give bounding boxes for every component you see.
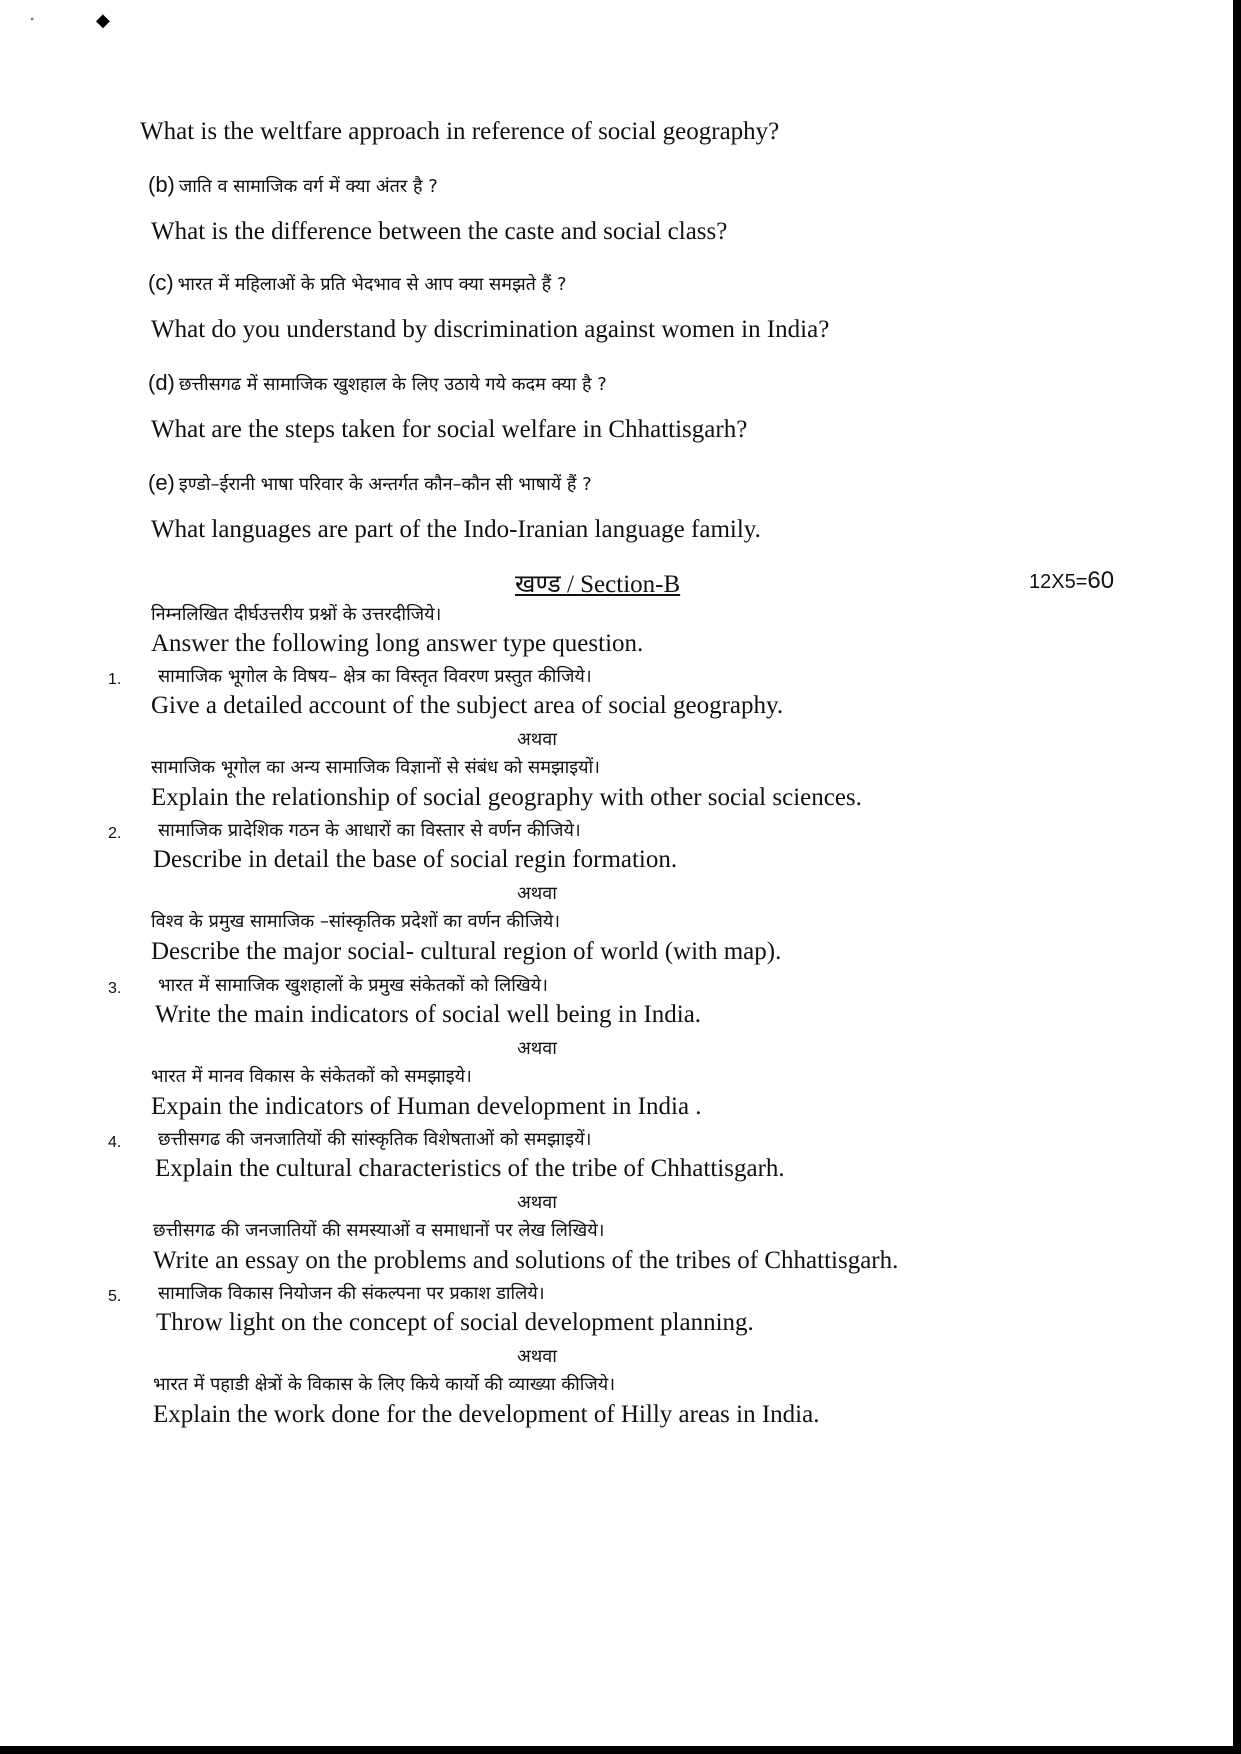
section-b-heading: खण्ड / Section-B xyxy=(515,571,681,598)
alternative-question-english: Describe the major social- cultural region of world (with map). xyxy=(151,938,782,965)
question-hindi: सामाजिक भूगोल के विषय– क्षेत्र का विस्तृत विवरण प्रस्तुत कीजिये। xyxy=(158,666,592,687)
alternative-question-english: Explain the work done for the development of Hilly areas in India. xyxy=(153,1401,820,1428)
question-number: 5. xyxy=(108,1288,122,1305)
question-b-hindi: जाति व सामाजिक वर्ग में क्या अंतर है ? xyxy=(178,176,438,197)
alternative-question-english: Expain the indicators of Human development in India . xyxy=(151,1093,702,1120)
section-b-instruction-english: Answer the following long answer type question. xyxy=(151,630,644,657)
question-d-label: (d) xyxy=(148,370,175,395)
question-english: Explain the cultural characteristics of the tribe of Chhattisgarh. xyxy=(155,1155,785,1182)
question-b-english: What is the difference between the caste and social class? xyxy=(151,218,728,245)
question-e-label: (e) xyxy=(148,470,175,495)
question-hindi: सामाजिक प्रादेशिक गठन के आधारों का विस्तार से वर्णन कीजिये। xyxy=(158,820,581,841)
question-c-label: (c) xyxy=(148,270,174,295)
alternative-question-english: Write an essay on the problems and solutions of the tribes of Chhattisgarh. xyxy=(153,1247,899,1274)
marks-total: 60 xyxy=(1087,567,1115,594)
question-b-hindi-row xyxy=(148,172,438,198)
question-number: 2. xyxy=(108,825,122,842)
alternative-question-english: Explain the relationship of social geography with other social sciences. xyxy=(151,784,862,811)
or-separator: अथवा xyxy=(517,883,557,904)
section-b-marks xyxy=(1029,567,1114,595)
or-separator: अथवा xyxy=(517,1346,557,1367)
section-b-instruction-hindi: निम्नलिखित दीर्घउत्तरीय प्रश्नों के उत्तरदीजिये। xyxy=(151,604,442,625)
alternative-question-hindi: छत्तीसगढ की जनजातियों की समस्याओं व समाधानों पर लेख लिखिये। xyxy=(153,1220,605,1241)
question-c-english: What do you understand by discrimination against women in India? xyxy=(151,316,830,343)
scan-speck: • xyxy=(30,12,35,26)
question-number: 4. xyxy=(108,1134,122,1151)
alternative-question-hindi: सामाजिक भूगोल का अन्य सामाजिक विज्ञानों से संबंध को समझाइयों। xyxy=(151,757,600,778)
question-e-english: What languages are part of the Indo-Iranian language family. xyxy=(151,516,761,543)
question-hindi: सामाजिक विकास नियोजन की संकल्पना पर प्रकाश डालिये। xyxy=(158,1283,545,1304)
marks-prefix: 12X5= xyxy=(1029,571,1088,593)
question-d-hindi: छत्तीसगढ में सामाजिक खुशहाल के लिए उठाये गये कदम क्या है ? xyxy=(178,374,607,395)
question-b-label: (b) xyxy=(148,172,175,197)
question-english: Write the main indicators of social well being in India. xyxy=(155,1001,702,1028)
question-number: 1. xyxy=(108,671,122,688)
question-english: Describe in detail the base of social regin formation. xyxy=(153,846,678,873)
question-c-hindi: भारत में महिलाओं के प्रति भेदभाव से आप क्या समझते हैं ? xyxy=(177,274,567,295)
question-hindi: भारत में सामाजिक खुशहालों के प्रमुख संकेतकों को लिखिये। xyxy=(158,975,548,996)
or-separator: अथवा xyxy=(517,1192,557,1213)
question-english: Throw light on the concept of social development planning. xyxy=(156,1309,754,1336)
question-hindi: छत्तीसगढ की जनजातियों की सांस्कृतिक विशेषताओं को समझाइयें। xyxy=(158,1129,592,1150)
question-number: 3. xyxy=(108,980,122,997)
alternative-question-hindi: भारत में पहाडी क्षेत्रों के विकास के लिए किये कार्यो की व्याख्या कीजिये। xyxy=(153,1374,616,1395)
question-a-english: What is the weltfare approach in reference of social geography? xyxy=(140,118,780,145)
question-e-hindi-row xyxy=(148,470,592,496)
question-english: Give a detailed account of the subject area of social geography. xyxy=(151,692,784,719)
or-separator: अथवा xyxy=(517,729,557,750)
alternative-question-hindi: भारत में मानव विकास के संकेतकों को समझाइये। xyxy=(151,1066,472,1087)
scan-mark: ◆ xyxy=(96,10,110,30)
question-e-hindi: इण्डो–ईरानी भाषा परिवार के अन्तर्गत कौन–कौन सी भाषायें हैं ? xyxy=(178,474,592,495)
question-d-hindi-row xyxy=(148,370,607,396)
alternative-question-hindi: विश्व के प्रमुख सामाजिक –सांस्कृतिक प्रदेशों का वर्णन कीजिये। xyxy=(151,911,561,932)
or-separator: अथवा xyxy=(517,1038,557,1059)
question-d-english: What are the steps taken for social welfare in Chhattisgarh? xyxy=(151,416,748,443)
question-c-hindi-row xyxy=(148,270,567,296)
